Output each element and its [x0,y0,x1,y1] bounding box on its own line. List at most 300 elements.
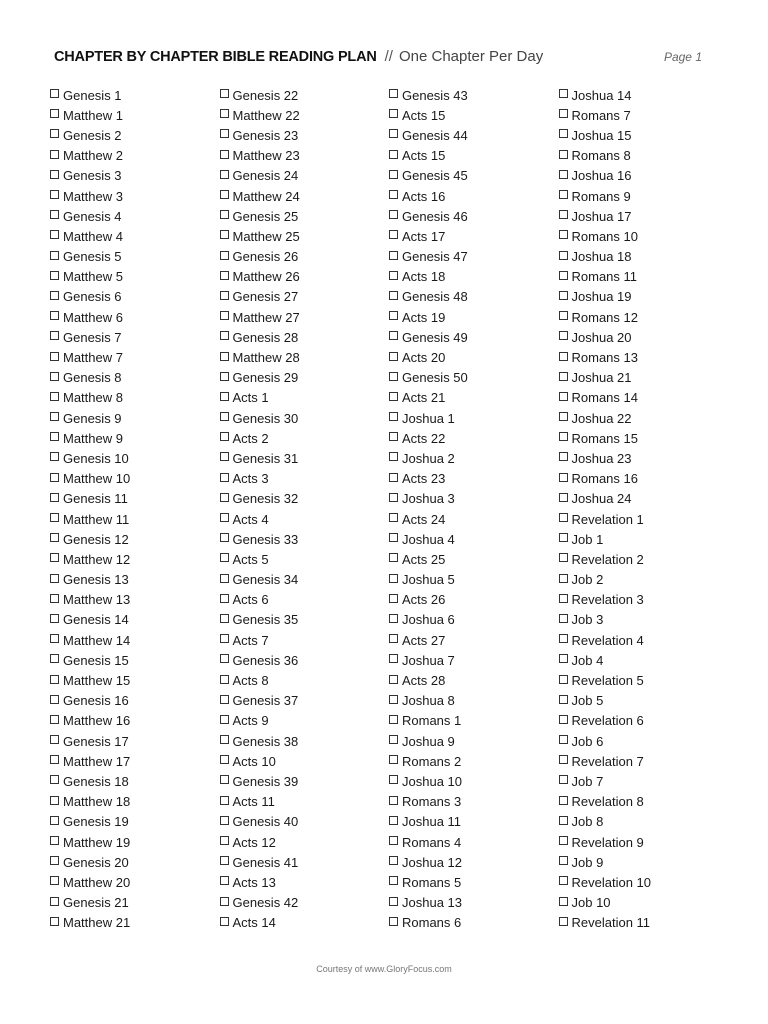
reading-item[interactable] [559,85,729,105]
checkbox-icon[interactable] [389,816,398,825]
checkbox-icon[interactable] [559,372,568,381]
checkbox-icon[interactable] [389,251,398,260]
checkbox-icon[interactable] [220,654,229,663]
checkbox-icon[interactable] [389,493,398,502]
checkbox-icon[interactable] [220,594,229,603]
checkbox-icon[interactable] [50,715,59,724]
reading-item[interactable] [389,691,559,711]
reading-item[interactable] [559,832,729,852]
checkbox-icon[interactable] [389,675,398,684]
checkbox-icon[interactable] [559,594,568,603]
reading-item[interactable] [389,408,559,428]
reading-item[interactable] [50,630,220,650]
reading-item[interactable] [220,166,390,186]
reading-item[interactable] [220,913,390,933]
reading-item[interactable] [50,711,220,731]
reading-item[interactable] [389,670,559,690]
checkbox-icon[interactable] [389,352,398,361]
checkbox-icon[interactable] [389,89,398,98]
reading-item[interactable] [50,125,220,145]
checkbox-icon[interactable] [559,190,568,199]
reading-item[interactable] [220,469,390,489]
checkbox-icon[interactable] [220,856,229,865]
reading-item[interactable] [50,670,220,690]
reading-item[interactable] [559,469,729,489]
checkbox-icon[interactable] [389,775,398,784]
reading-item[interactable] [220,105,390,125]
checkbox-icon[interactable] [559,129,568,138]
checkbox-icon[interactable] [220,230,229,239]
checkbox-icon[interactable] [50,150,59,159]
reading-item[interactable] [50,590,220,610]
reading-item[interactable] [559,650,729,670]
reading-item[interactable] [389,368,559,388]
reading-item[interactable] [220,812,390,832]
checkbox-icon[interactable] [559,210,568,219]
reading-item[interactable] [50,428,220,448]
checkbox-icon[interactable] [220,129,229,138]
reading-item[interactable] [220,529,390,549]
checkbox-icon[interactable] [50,755,59,764]
reading-item[interactable] [220,590,390,610]
checkbox-icon[interactable] [220,372,229,381]
reading-item[interactable] [220,872,390,892]
reading-item[interactable] [220,549,390,569]
checkbox-icon[interactable] [389,856,398,865]
checkbox-icon[interactable] [50,735,59,744]
checkbox-icon[interactable] [220,533,229,542]
reading-item[interactable] [50,751,220,771]
reading-item[interactable] [559,267,729,287]
checkbox-icon[interactable] [50,129,59,138]
reading-item[interactable] [50,146,220,166]
reading-item[interactable] [220,287,390,307]
checkbox-icon[interactable] [50,352,59,361]
checkbox-icon[interactable] [559,251,568,260]
checkbox-icon[interactable] [559,917,568,926]
checkbox-icon[interactable] [220,897,229,906]
checkbox-icon[interactable] [559,816,568,825]
reading-item[interactable] [220,186,390,206]
checkbox-icon[interactable] [559,392,568,401]
reading-item[interactable] [389,832,559,852]
checkbox-icon[interactable] [389,170,398,179]
reading-item[interactable] [559,307,729,327]
checkbox-icon[interactable] [559,331,568,340]
checkbox-icon[interactable] [559,311,568,320]
reading-item[interactable] [389,105,559,125]
reading-item[interactable] [50,650,220,670]
reading-item[interactable] [50,105,220,125]
reading-item[interactable] [559,368,729,388]
checkbox-icon[interactable] [220,876,229,885]
checkbox-icon[interactable] [559,230,568,239]
reading-item[interactable] [220,146,390,166]
checkbox-icon[interactable] [220,796,229,805]
checkbox-icon[interactable] [220,775,229,784]
checkbox-icon[interactable] [50,89,59,98]
checkbox-icon[interactable] [389,271,398,280]
checkbox-icon[interactable] [220,150,229,159]
checkbox-icon[interactable] [559,856,568,865]
reading-item[interactable] [389,146,559,166]
checkbox-icon[interactable] [559,473,568,482]
checkbox-icon[interactable] [220,553,229,562]
reading-item[interactable] [50,226,220,246]
checkbox-icon[interactable] [220,210,229,219]
reading-item[interactable] [559,630,729,650]
checkbox-icon[interactable] [50,675,59,684]
reading-item[interactable] [559,549,729,569]
checkbox-icon[interactable] [559,876,568,885]
checkbox-icon[interactable] [559,150,568,159]
reading-item[interactable] [559,529,729,549]
checkbox-icon[interactable] [50,553,59,562]
checkbox-icon[interactable] [220,755,229,764]
reading-item[interactable] [389,549,559,569]
reading-item[interactable] [220,368,390,388]
reading-item[interactable] [50,691,220,711]
reading-item[interactable] [220,85,390,105]
checkbox-icon[interactable] [50,392,59,401]
reading-item[interactable] [389,590,559,610]
checkbox-icon[interactable] [50,230,59,239]
reading-item[interactable] [559,691,729,711]
checkbox-icon[interactable] [50,856,59,865]
checkbox-icon[interactable] [389,715,398,724]
reading-item[interactable] [559,590,729,610]
reading-item[interactable] [389,509,559,529]
checkbox-icon[interactable] [220,170,229,179]
reading-item[interactable] [220,630,390,650]
reading-item[interactable] [50,529,220,549]
checkbox-icon[interactable] [389,594,398,603]
checkbox-icon[interactable] [220,352,229,361]
checkbox-icon[interactable] [389,735,398,744]
reading-item[interactable] [220,226,390,246]
reading-item[interactable] [389,852,559,872]
checkbox-icon[interactable] [220,89,229,98]
checkbox-icon[interactable] [559,715,568,724]
reading-item[interactable] [220,832,390,852]
reading-item[interactable] [220,428,390,448]
checkbox-icon[interactable] [50,876,59,885]
checkbox-icon[interactable] [389,574,398,583]
checkbox-icon[interactable] [50,634,59,643]
reading-item[interactable] [50,247,220,267]
checkbox-icon[interactable] [559,695,568,704]
checkbox-icon[interactable] [559,513,568,522]
checkbox-icon[interactable] [50,331,59,340]
checkbox-icon[interactable] [389,876,398,885]
checkbox-icon[interactable] [50,897,59,906]
reading-item[interactable] [220,691,390,711]
reading-item[interactable] [389,327,559,347]
checkbox-icon[interactable] [559,291,568,300]
reading-item[interactable] [220,388,390,408]
checkbox-icon[interactable] [50,493,59,502]
checkbox-icon[interactable] [559,412,568,421]
reading-item[interactable] [50,509,220,529]
reading-item[interactable] [389,226,559,246]
checkbox-icon[interactable] [389,755,398,764]
reading-item[interactable] [389,347,559,367]
reading-item[interactable] [220,852,390,872]
reading-item[interactable] [559,125,729,145]
checkbox-icon[interactable] [559,675,568,684]
reading-item[interactable] [559,610,729,630]
checkbox-icon[interactable] [389,331,398,340]
checkbox-icon[interactable] [389,897,398,906]
reading-item[interactable] [50,792,220,812]
checkbox-icon[interactable] [559,533,568,542]
checkbox-icon[interactable] [50,210,59,219]
reading-item[interactable] [389,85,559,105]
checkbox-icon[interactable] [50,533,59,542]
checkbox-icon[interactable] [559,109,568,118]
reading-item[interactable] [389,872,559,892]
reading-item[interactable] [389,448,559,468]
reading-item[interactable] [559,812,729,832]
reading-item[interactable] [50,469,220,489]
reading-item[interactable] [50,307,220,327]
checkbox-icon[interactable] [559,89,568,98]
reading-item[interactable] [220,893,390,913]
reading-item[interactable] [220,327,390,347]
checkbox-icon[interactable] [559,634,568,643]
checkbox-icon[interactable] [389,614,398,623]
reading-item[interactable] [389,247,559,267]
reading-item[interactable] [389,771,559,791]
checkbox-icon[interactable] [559,796,568,805]
checkbox-icon[interactable] [220,251,229,260]
reading-item[interactable] [559,731,729,751]
checkbox-icon[interactable] [220,675,229,684]
checkbox-icon[interactable] [50,432,59,441]
reading-item[interactable] [389,125,559,145]
checkbox-icon[interactable] [220,331,229,340]
reading-item[interactable] [220,347,390,367]
checkbox-icon[interactable] [50,251,59,260]
reading-item[interactable] [50,327,220,347]
checkbox-icon[interactable] [389,432,398,441]
checkbox-icon[interactable] [50,775,59,784]
reading-item[interactable] [50,287,220,307]
reading-item[interactable] [50,570,220,590]
checkbox-icon[interactable] [50,917,59,926]
reading-item[interactable] [220,570,390,590]
checkbox-icon[interactable] [50,291,59,300]
checkbox-icon[interactable] [50,614,59,623]
checkbox-icon[interactable] [50,190,59,199]
checkbox-icon[interactable] [220,452,229,461]
reading-item[interactable] [50,489,220,509]
checkbox-icon[interactable] [50,412,59,421]
reading-item[interactable] [559,711,729,731]
checkbox-icon[interactable] [50,372,59,381]
checkbox-icon[interactable] [559,553,568,562]
checkbox-icon[interactable] [220,735,229,744]
reading-item[interactable] [220,408,390,428]
reading-item[interactable] [389,650,559,670]
reading-item[interactable] [559,206,729,226]
reading-item[interactable] [389,428,559,448]
reading-item[interactable] [389,812,559,832]
checkbox-icon[interactable] [220,574,229,583]
reading-item[interactable] [389,751,559,771]
checkbox-icon[interactable] [220,695,229,704]
reading-item[interactable] [50,388,220,408]
checkbox-icon[interactable] [50,654,59,663]
checkbox-icon[interactable] [389,473,398,482]
reading-item[interactable] [559,670,729,690]
checkbox-icon[interactable] [220,816,229,825]
reading-item[interactable] [50,872,220,892]
reading-item[interactable] [559,388,729,408]
reading-item[interactable] [559,448,729,468]
reading-item[interactable] [50,206,220,226]
checkbox-icon[interactable] [389,412,398,421]
checkbox-icon[interactable] [220,493,229,502]
reading-item[interactable] [220,751,390,771]
reading-item[interactable] [389,388,559,408]
checkbox-icon[interactable] [50,695,59,704]
reading-item[interactable] [220,650,390,670]
reading-item[interactable] [50,771,220,791]
checkbox-icon[interactable] [389,372,398,381]
checkbox-icon[interactable] [559,352,568,361]
reading-item[interactable] [389,570,559,590]
checkbox-icon[interactable] [220,311,229,320]
reading-item[interactable] [559,792,729,812]
reading-item[interactable] [389,913,559,933]
checkbox-icon[interactable] [559,493,568,502]
reading-item[interactable] [389,206,559,226]
reading-item[interactable] [50,408,220,428]
checkbox-icon[interactable] [220,917,229,926]
checkbox-icon[interactable] [389,513,398,522]
reading-item[interactable] [559,408,729,428]
checkbox-icon[interactable] [220,634,229,643]
checkbox-icon[interactable] [559,775,568,784]
checkbox-icon[interactable] [50,452,59,461]
checkbox-icon[interactable] [50,574,59,583]
checkbox-icon[interactable] [220,715,229,724]
reading-item[interactable] [559,428,729,448]
checkbox-icon[interactable] [389,917,398,926]
checkbox-icon[interactable] [389,553,398,562]
checkbox-icon[interactable] [50,109,59,118]
reading-item[interactable] [220,670,390,690]
reading-item[interactable] [50,368,220,388]
reading-item[interactable] [220,267,390,287]
reading-item[interactable] [389,267,559,287]
checkbox-icon[interactable] [389,533,398,542]
reading-item[interactable] [220,448,390,468]
reading-item[interactable] [50,812,220,832]
reading-item[interactable] [220,509,390,529]
reading-item[interactable] [50,448,220,468]
reading-item[interactable] [389,529,559,549]
checkbox-icon[interactable] [559,836,568,845]
reading-item[interactable] [389,731,559,751]
checkbox-icon[interactable] [559,755,568,764]
checkbox-icon[interactable] [220,271,229,280]
reading-item[interactable] [559,166,729,186]
checkbox-icon[interactable] [389,796,398,805]
reading-item[interactable] [50,610,220,630]
checkbox-icon[interactable] [50,473,59,482]
checkbox-icon[interactable] [50,836,59,845]
checkbox-icon[interactable] [559,614,568,623]
checkbox-icon[interactable] [389,452,398,461]
checkbox-icon[interactable] [220,473,229,482]
checkbox-icon[interactable] [389,654,398,663]
reading-item[interactable] [220,489,390,509]
checkbox-icon[interactable] [389,392,398,401]
reading-item[interactable] [50,347,220,367]
checkbox-icon[interactable] [559,897,568,906]
reading-item[interactable] [220,610,390,630]
reading-item[interactable] [559,327,729,347]
reading-item[interactable] [220,125,390,145]
reading-item[interactable] [220,771,390,791]
checkbox-icon[interactable] [389,634,398,643]
checkbox-icon[interactable] [559,271,568,280]
reading-item[interactable] [559,226,729,246]
reading-item[interactable] [50,267,220,287]
reading-item[interactable] [559,247,729,267]
reading-item[interactable] [389,287,559,307]
reading-item[interactable] [559,771,729,791]
checkbox-icon[interactable] [559,574,568,583]
reading-item[interactable] [50,85,220,105]
reading-item[interactable] [559,913,729,933]
checkbox-icon[interactable] [50,311,59,320]
checkbox-icon[interactable] [50,513,59,522]
reading-item[interactable] [220,206,390,226]
checkbox-icon[interactable] [220,291,229,300]
checkbox-icon[interactable] [559,654,568,663]
checkbox-icon[interactable] [389,695,398,704]
checkbox-icon[interactable] [559,432,568,441]
reading-item[interactable] [50,186,220,206]
checkbox-icon[interactable] [50,170,59,179]
checkbox-icon[interactable] [389,230,398,239]
reading-item[interactable] [389,630,559,650]
reading-item[interactable] [50,832,220,852]
checkbox-icon[interactable] [389,190,398,199]
checkbox-icon[interactable] [220,432,229,441]
checkbox-icon[interactable] [50,816,59,825]
reading-item[interactable] [559,186,729,206]
reading-item[interactable] [559,489,729,509]
reading-item[interactable] [50,166,220,186]
reading-item[interactable] [389,469,559,489]
reading-item[interactable] [220,247,390,267]
checkbox-icon[interactable] [559,452,568,461]
checkbox-icon[interactable] [559,170,568,179]
checkbox-icon[interactable] [389,129,398,138]
checkbox-icon[interactable] [220,412,229,421]
reading-item[interactable] [559,287,729,307]
reading-item[interactable] [559,570,729,590]
checkbox-icon[interactable] [220,836,229,845]
reading-item[interactable] [389,307,559,327]
reading-item[interactable] [389,489,559,509]
reading-item[interactable] [220,307,390,327]
reading-item[interactable] [389,610,559,630]
